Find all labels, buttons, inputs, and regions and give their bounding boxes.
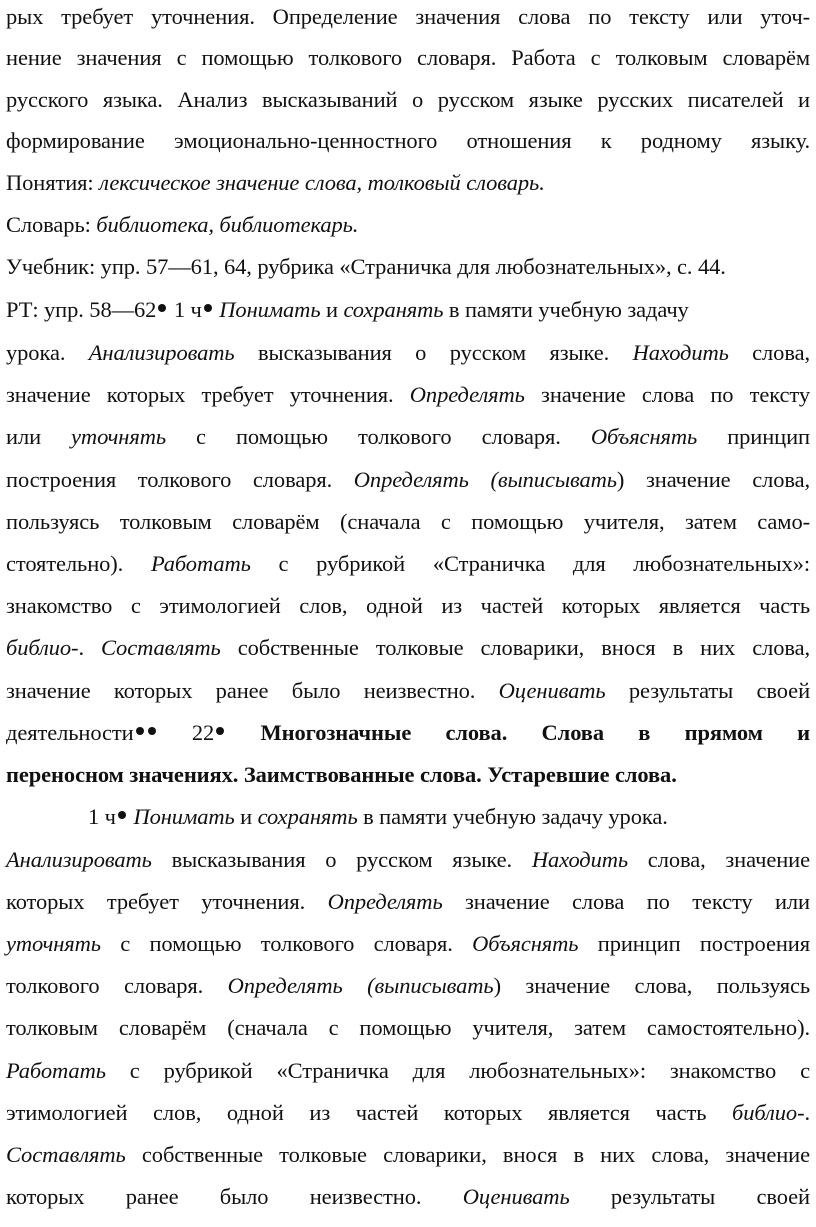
bullet-icon [118, 811, 126, 819]
bullet-icon [158, 304, 166, 312]
concepts-line: Понятия: лексическое значение слова, толковый словарь. [6, 170, 545, 195]
text-line-11: или уточнять с помощью толкового словаря. Объяснять принцип [6, 424, 810, 449]
bullet-icon [148, 727, 156, 735]
lesson-title-continued: переносном значениях. Заимствованные слова. Устаревшие слова. [6, 762, 677, 787]
text-line-3: русского языка. Анализ высказываний о русском языке русских писателей и [6, 87, 810, 112]
vocabulary-line: Словарь: библиотека, библиотекарь. [6, 212, 359, 237]
text-line-22: которых требует уточнения. Определять значение слова по тексту или [6, 889, 810, 914]
text-line-25: толковым словарём (сначала с помощью учителя, затем самостоятельно). [6, 1015, 810, 1040]
text-line-13: пользуясь толковым словарём (сначала с помощью учителя, затем само- [6, 509, 810, 534]
textbook-line: Учебник: упр. 57—61, 64, рубрика «Страничка для любознательных», с. 44. [6, 254, 726, 279]
text-line-14: стоятельно). Работать с рубрикой «Страничка для любознательных»: [6, 551, 810, 576]
text-line-4: формирование эмоционально-ценностного отношения к родному языку. [6, 128, 810, 153]
lesson-title: Многозначные слова. Слова в прямом и [260, 720, 810, 745]
text-line-28: Составлять собственные толковые словарики, внося в них слова, значение [6, 1142, 810, 1167]
bullet-icon [216, 727, 224, 735]
text-line-21: Анализировать высказывания о русском языке. Находить слова, значение [6, 847, 810, 872]
bullet-icon [204, 304, 212, 312]
text-line-1: рых требует уточнения. Определение значения слова по тексту или уточ- [6, 4, 810, 29]
text-line-10: значение которых требует уточнения. Определять значение слова по тексту [6, 382, 811, 407]
text-line-20: 1 ч Понимать и сохранять в памяти учебную задачу урока. [88, 804, 668, 829]
heading-line-1: деятельности 22 Многозначные слова. Слова в прямом и [6, 720, 810, 745]
text-line-23: уточнять с помощью толкового словаря. Объяснять принцип построения [6, 931, 810, 956]
text-line-27: этимологией слов, одной из частей которых является часть библио-. [6, 1100, 810, 1125]
bullet-icon [136, 727, 144, 735]
text-line-24: толкового словаря. Определять (выписывать) значение слова, пользуясь [6, 973, 810, 998]
text-line-16: библио-. Составлять собственные толковые словарики, внося в них слова, [6, 635, 810, 660]
text-line-15: знакомство с этимологией слов, одной из частей которых является часть [6, 593, 810, 618]
text-line-12: построения толкового словаря. Определять (выписывать) значение слова, [6, 467, 810, 492]
text-line-29: которых ранее было неизвестно. Оценивать результаты своей [6, 1184, 811, 1209]
text-line-9: урока. Анализировать высказывания о русском языке. Находить слова, [6, 340, 810, 365]
workbook-line: РТ: упр. 58—62 1 ч Понимать и сохранять в памяти учебную задачу [6, 297, 689, 322]
text-line-17: значение которых ранее было неизвестно. Оценивать результаты своей [6, 678, 811, 703]
text-line-2: нение значения с помощью толкового словаря. Работа с толковым словарём [6, 45, 810, 70]
text-line-26: Работать с рубрикой «Страничка для любознательных»: знакомство с [6, 1058, 810, 1083]
heading-line-2 [6, 758, 810, 792]
